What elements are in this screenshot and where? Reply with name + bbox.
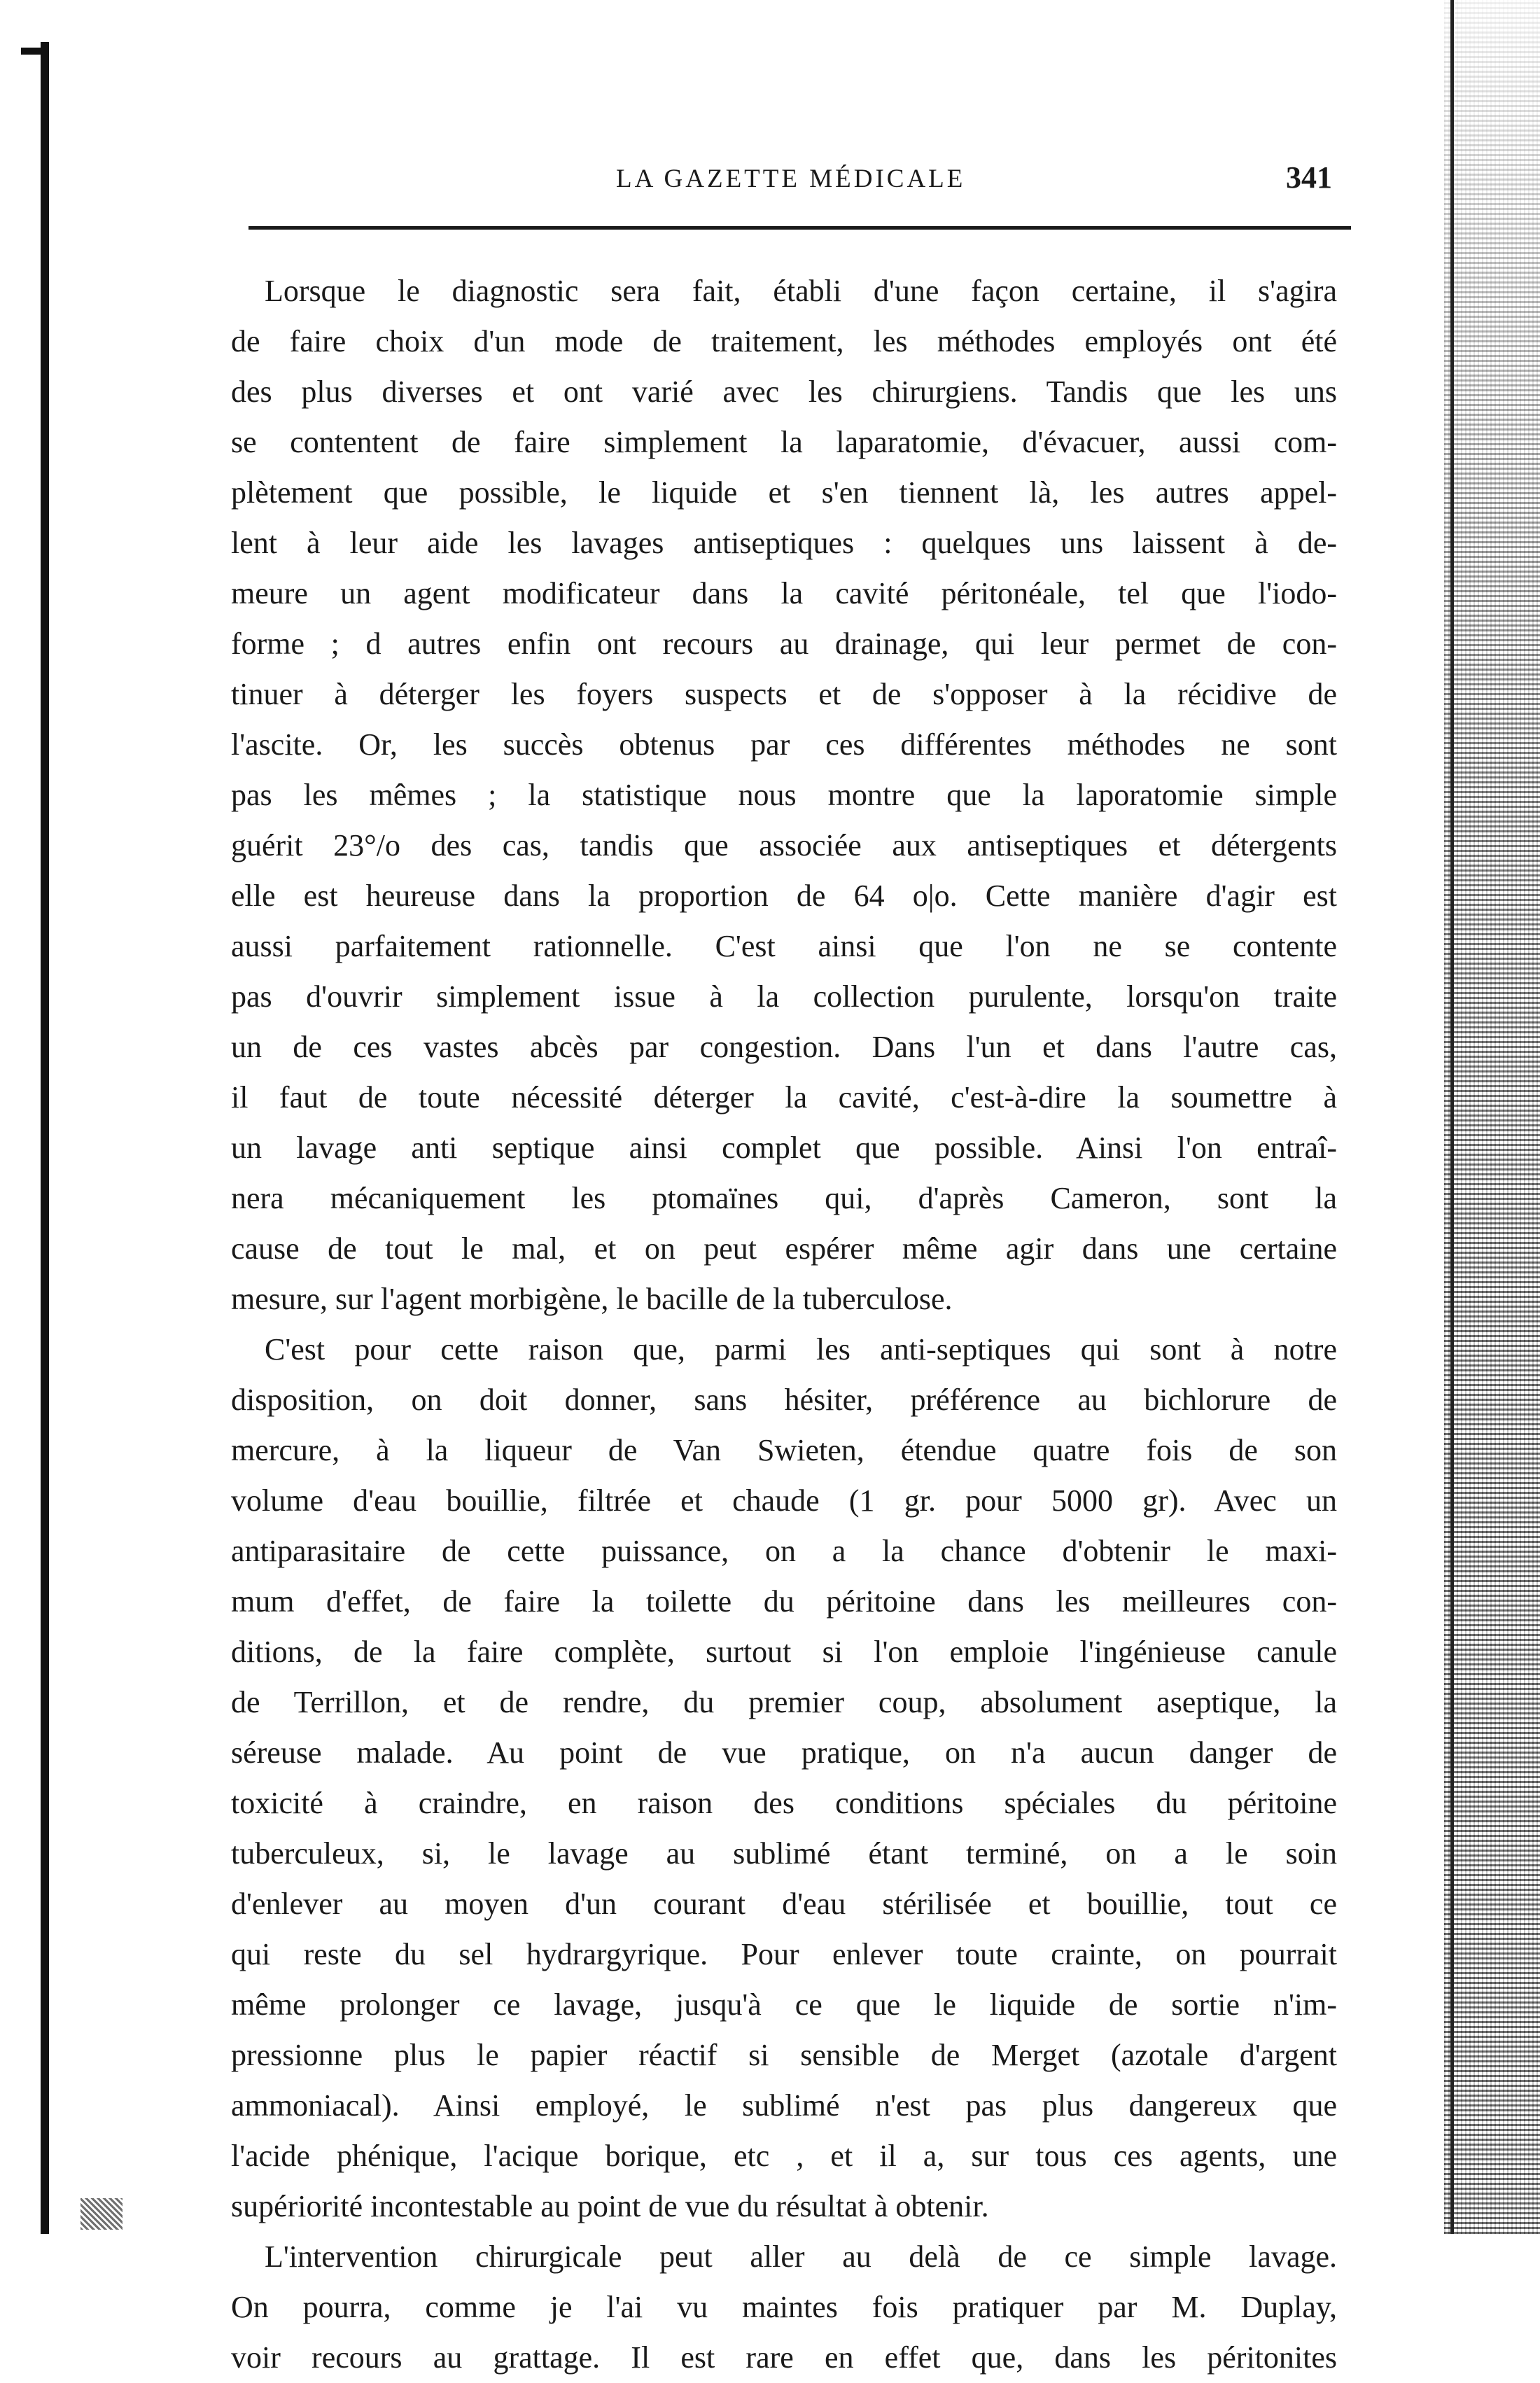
text-line: d'enlever au moyen d'un courant d'eau stérilisée et bouillie, tout ce [231, 1887, 1337, 1921]
text-line: de faire choix d'un mode de traitement, les méthodes employés ont été [231, 324, 1337, 358]
text-line: pressionne plus le papier réactif si sensible de Merget (azotale d'argent [231, 2038, 1337, 2072]
text-line: toxicité à craindre, en raison des conditions spéciales du péritoine [231, 1786, 1337, 1820]
text-line: On pourra, comme je l'ai vu maintes fois pratiquer par M. Duplay, [231, 2290, 1337, 2324]
running-title: LA GAZETTE MÉDICALE [616, 165, 966, 193]
text-line: guérit 23°/o des cas, tandis que associée aux antiseptiques et détergents [231, 828, 1337, 862]
text-line: il faut de toute nécessité déterger la cavité, c'est-à-dire la soumettre à [231, 1080, 1337, 1114]
text-line: ditions, de la faire complète, surtout si l'on emploie l'ingénieuse canule [231, 1635, 1337, 1669]
text-line: de Terrillon, et de rendre, du premier coup, absolument aseptique, la [231, 1685, 1337, 1719]
text-line: tinuer à déterger les foyers suspects et de s'opposer à la récidive de [231, 677, 1337, 711]
text-line: volume d'eau bouillie, filtrée et chaude (1 gr. pour 5000 gr). Avec un [231, 1483, 1337, 1518]
text-line: se contentent de faire simplement la laparatomie, d'évacuer, aussi com- [231, 425, 1337, 459]
scan-left-edge [41, 42, 49, 2234]
scan-right-edge-fade [1444, 0, 1540, 2234]
text-line: C'est pour cette raison que, parmi les anti-septiques qui sont à notre [265, 1332, 1337, 1367]
text-line: elle est heureuse dans la proportion de 64 o|o. Cette manière d'agir est [231, 879, 1337, 913]
text-line: mesure, sur l'agent morbigène, le bacille de la tuberculose. [231, 1282, 953, 1316]
text-line: un lavage anti septique ainsi complet que possible. Ainsi l'on entraî- [231, 1131, 1337, 1165]
text-line: l'ascite. Or, les succès obtenus par ces différentes méthodes ne sont [231, 727, 1337, 762]
text-line: nera mécaniquement les ptomaïnes qui, d'après Cameron, sont la [231, 1181, 1337, 1215]
text-line: même prolonger ce lavage, jusqu'à ce que le liquide de sortie n'im- [231, 1987, 1337, 2022]
text-line: plètement que possible, le liquide et s'en tiennent là, les autres appel- [231, 475, 1337, 510]
text-line: un de ces vastes abcès par congestion. Dans l'un et dans l'autre cas, [231, 1030, 1337, 1064]
scan-right-border [1450, 0, 1454, 2234]
text-line: l'acide phénique, l'acique borique, etc , et il a, sur tous ces agents, une [231, 2139, 1337, 2173]
body-text [231, 266, 1337, 2383]
text-line: Lorsque le diagnostic sera fait, établi d'une façon certaine, il s'agira [265, 274, 1337, 308]
text-line: qui reste du sel hydrargyrique. Pour enlever toute crainte, on pourrait [231, 1937, 1337, 1971]
text-line: antiparasitaire de cette puissance, on a la chance d'obtenir le maxi- [231, 1534, 1337, 1568]
page-number: 341 [1286, 160, 1332, 195]
text-line: mercure, à la liqueur de Van Swieten, étendue quatre fois de son [231, 1433, 1337, 1467]
scan-left-edge-mark [21, 48, 49, 55]
text-line: L'intervention chirurgicale peut aller au delà de ce simple lavage. [265, 2239, 1337, 2274]
text-line: forme ; d autres enfin ont recours au drainage, qui leur permet de con- [231, 627, 1337, 661]
text-line: ammoniacal). Ainsi employé, le sublimé n'est pas plus dangereux que [231, 2088, 1337, 2123]
text-line: supériorité incontestable au point de vue du résultat à obtenir. [231, 2189, 989, 2223]
text-line: tuberculeux, si, le lavage au sublimé étant terminé, on a le soin [231, 1836, 1337, 1871]
text-line: lent à leur aide les lavages antiseptiques : quelques uns laissent à de- [231, 526, 1337, 560]
text-line: mum d'effet, de faire la toilette du péritoine dans les meilleures con- [231, 1584, 1337, 1619]
text-line: aussi parfaitement rationnelle. C'est ainsi que l'on ne se contente [231, 929, 1337, 963]
scan-corner-smudge [80, 2198, 122, 2230]
text-line: pas d'ouvrir simplement issue à la collection purulente, lorsqu'on traite [231, 979, 1337, 1014]
text-line: voir recours au grattage. Il est rare en effet que, dans les péritonites [231, 2340, 1337, 2375]
text-line: des plus diverses et ont varié avec les chirurgiens. Tandis que les uns [231, 375, 1337, 409]
text-line: pas les mêmes ; la statistique nous montre que la laporatomie simple [231, 778, 1337, 812]
header-rule [248, 226, 1351, 230]
text-line: meure un agent modificateur dans la cavité péritonéale, tel que l'iodo- [231, 576, 1337, 610]
text-line: séreuse malade. Au point de vue pratique, on n'a aucun danger de [231, 1735, 1337, 1770]
text-line: cause de tout le mal, et on peut espérer même agir dans une certaine [231, 1231, 1337, 1266]
text-line: disposition, on doit donner, sans hésiter, préférence au bichlorure de [231, 1383, 1337, 1417]
